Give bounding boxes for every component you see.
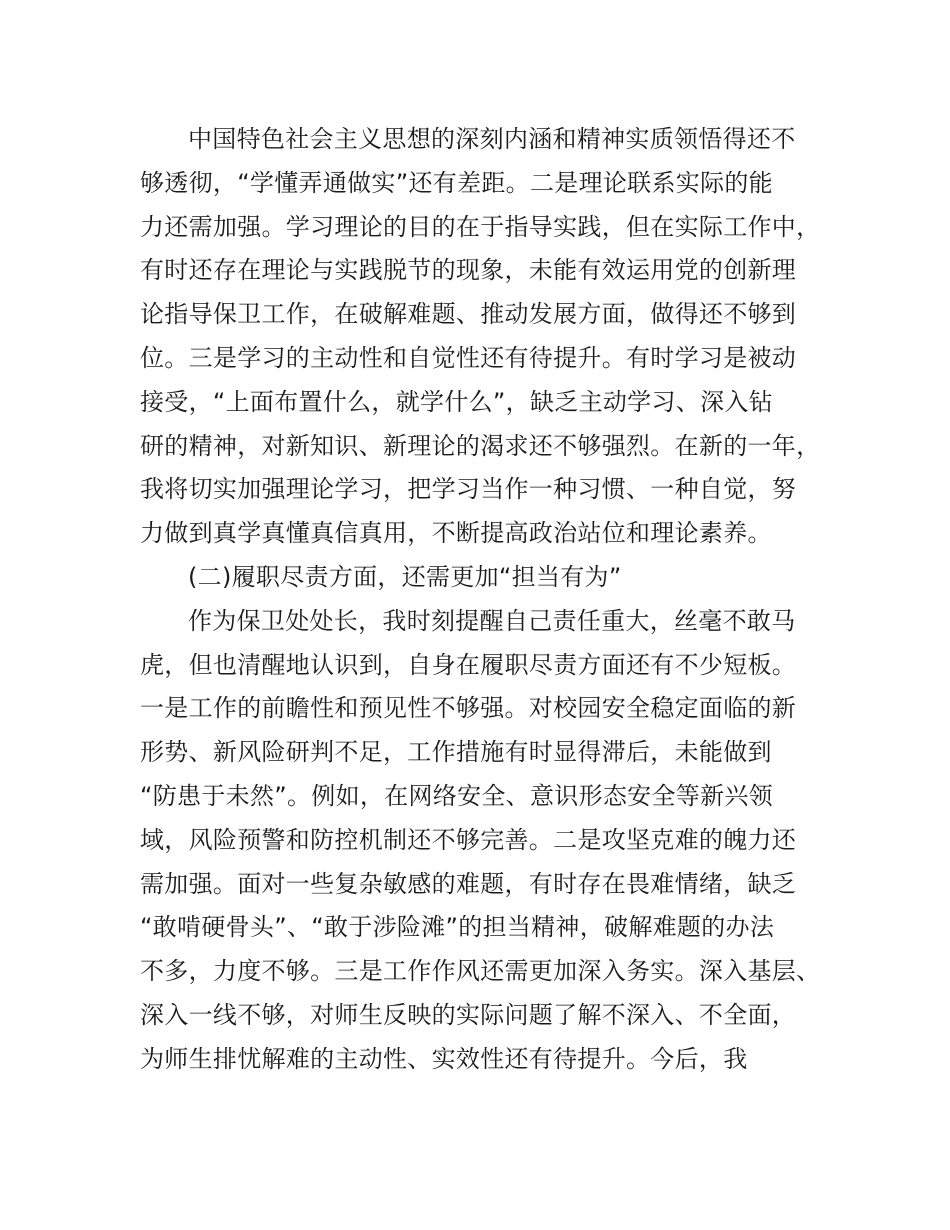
paragraph-line: 力做到真学真懂真信真用，不断提高政治站位和理论素养。 (140, 519, 772, 548)
section-heading: (二)履职尽责方面，还需更加“担当有为” (188, 562, 622, 591)
paragraph-line: “防患于未然”。例如，在网络安全、意识形态安全等新兴领 (140, 781, 773, 810)
paragraph-line: 不多，力度不够。三是工作作风还需更加深入务实。深入基层、 (140, 957, 821, 986)
paragraph-line: “敢啃硬骨头”、“敢于涉险滩”的担当精神，破解难题的办法 (140, 913, 775, 942)
paragraph-line: 作为保卫处处长，我时刻提醒自己责任重大，丝毫不敢马 (188, 606, 796, 635)
paragraph-line: 需加强。面对一些复杂敏感的难题，有时存在畏难情绪，缺乏 (140, 869, 797, 898)
paragraph-line: 位。三是学习的主动性和自觉性还有待提升。有时学习是被动 (140, 343, 797, 372)
paragraph-line: 研的精神，对新知识、新理论的渴求还不够强烈。在新的一年， (140, 431, 821, 460)
paragraph-line: 中国特色社会主义思想的深刻内涵和精神实质领悟得还不 (188, 125, 796, 153)
paragraph-line: 虎，但也清醒地认识到，自身在履职尽责方面还有不少短板。 (140, 650, 797, 679)
paragraph-line: 深入一线不够，对师生反映的实际问题了解不深入、不全面， (140, 1000, 797, 1029)
paragraph-line: 够透彻，“学懂弄通做实”还有差距。二是理论联系实际的能 (140, 168, 773, 197)
paragraph-line: 接受，“上面布置什么，就学什么”，缺乏主动学习、深入钻 (140, 387, 773, 416)
document-body (140, 118, 840, 1082)
paragraph-line: 我将切实加强理论学习，把学习当作一种习惯、一种自觉，努 (140, 475, 797, 504)
paragraph-line: 形势、新风险研判不足，工作措施有时显得滞后，未能做到 (140, 738, 772, 767)
paragraph-line: 论指导保卫工作，在破解难题、推动发展方面，做得还不够到 (140, 300, 797, 329)
paragraph-line: 一是工作的前瞻性和预见性不够强。对校园安全稳定面临的新 (140, 694, 797, 723)
paragraph-line: 力还需加强。学习理论的目的在于指导实践，但在实际工作中， (140, 212, 821, 241)
paragraph-line: 为师生排忧解难的主动性、实效性还有待提升。今后，我 (140, 1044, 748, 1073)
paragraph-line: 域，风险预警和防控机制还不够完善。二是攻坚克难的魄力还 (140, 825, 797, 854)
paragraph-line: 有时还存在理论与实践脱节的现象，未能有效运用党的创新理 (140, 256, 797, 285)
